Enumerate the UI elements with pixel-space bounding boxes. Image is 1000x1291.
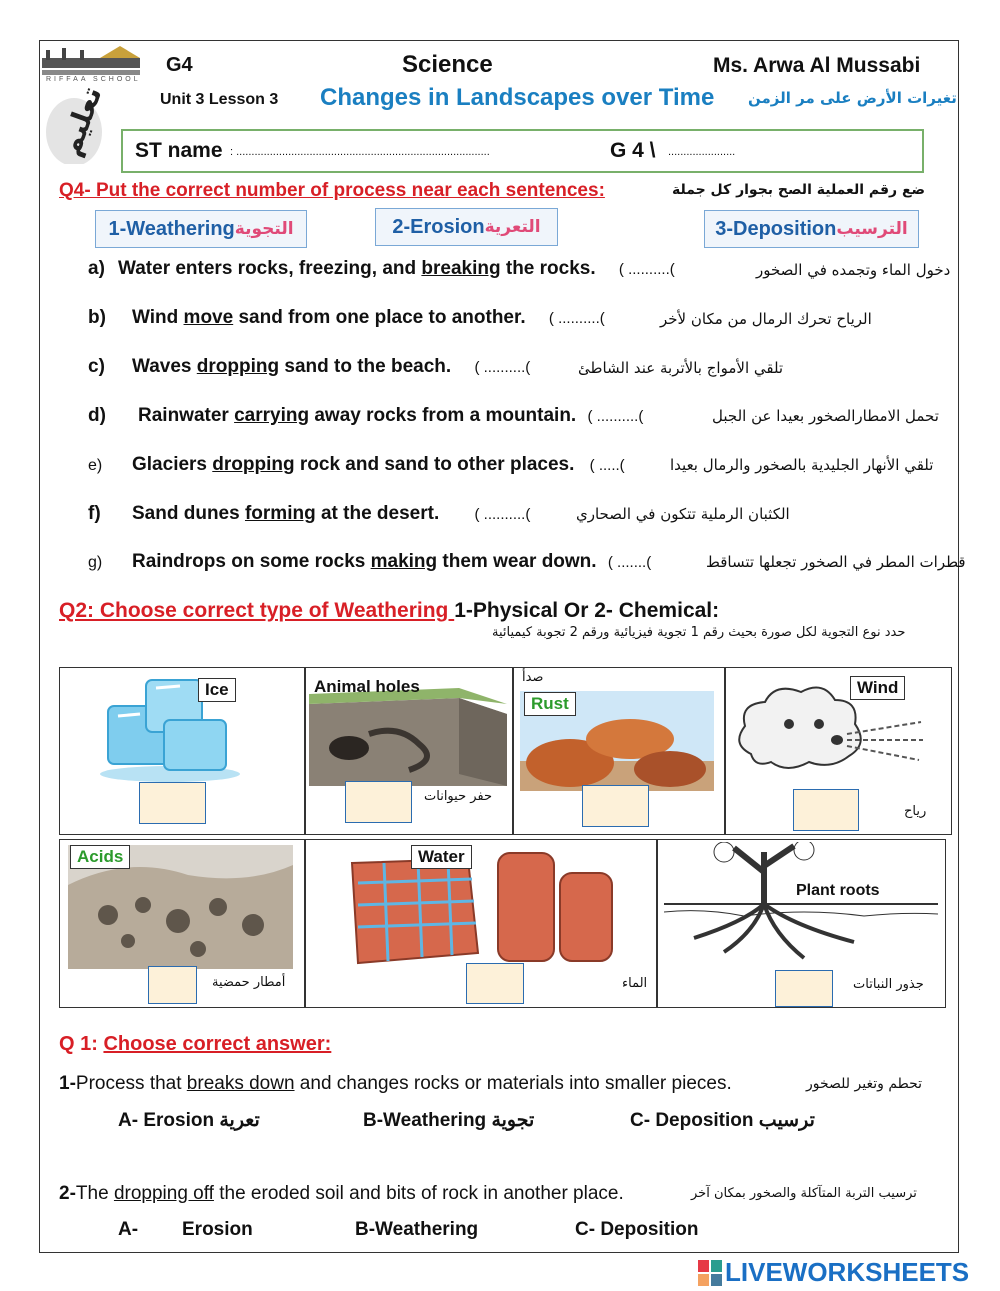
answer-box-animal-holes[interactable]	[345, 781, 412, 823]
answer-blank[interactable]: ( ..........(	[474, 506, 531, 523]
image-label-acids: Acids	[70, 845, 130, 869]
q4-item-c-arabic: تلقي الأمواج بالأتربة عند الشاطئ	[578, 359, 784, 377]
image-label-rust: Rust	[524, 692, 576, 716]
answer-box-wind[interactable]	[793, 789, 859, 831]
student-grade-field[interactable]: ......................	[668, 146, 736, 158]
q4-item-a-arabic: دخول الماء وتجمده في الصخور	[756, 261, 951, 279]
process-weathering	[95, 210, 307, 248]
answer-blank[interactable]: ( ..........(	[587, 408, 644, 425]
q1-2-option-a-letter[interactable]: A-	[118, 1219, 139, 1240]
q4-item-b-arabic: الرياح تحرك الرمال من مكان لأخر	[660, 310, 872, 328]
subject-label: Science	[402, 51, 493, 78]
answer-blank[interactable]: ( .....(	[589, 457, 625, 474]
image-label-plant-roots: Plant roots	[790, 881, 886, 901]
process-deposition	[704, 210, 919, 248]
lesson-title: Changes in Landscapes over Time	[320, 84, 715, 111]
q1-2-option-b[interactable]: B-Weathering	[355, 1219, 479, 1240]
q4-item-b: b) Wind move sand from one place to another. ( ..........(	[88, 307, 605, 328]
liveworksheets-icon	[698, 1260, 722, 1286]
image-arabic-water: الماء	[622, 976, 648, 991]
image-arabic-rust: صدأ	[522, 670, 544, 685]
q1-2-option-c[interactable]: C- Deposition	[575, 1219, 699, 1240]
lesson-title-arabic: تغيرات الأرض على مر الزمن	[748, 89, 957, 107]
q4-item-a: a) Water enters rocks, freezing, and breaking the rocks. ( ..........(	[88, 258, 675, 279]
q4-title: Q4- Put the correct number of process near each sentences:	[59, 180, 605, 201]
grade-label: G4	[166, 54, 193, 76]
logo-text: تعليم	[53, 81, 109, 161]
q4-item-g-arabic: قطرات المطر في الصخور تجعلها تتساقط	[706, 553, 966, 571]
image-arabic-wind: رياح	[904, 804, 927, 819]
q4-item-g: g) Raindrops on some rocks making them wear down. ( .......(	[88, 551, 652, 572]
q1-1-option-c[interactable]: C- Deposition ترسيب	[630, 1110, 815, 1131]
student-name-label: ST name	[135, 139, 223, 162]
unit-lesson: Unit 3 Lesson 3	[160, 91, 279, 108]
q4-title-arabic: ضع رقم العملية الصح بجوار كل جملة	[672, 182, 926, 198]
answer-box-plant-roots[interactable]	[775, 970, 833, 1007]
process-erosion	[375, 208, 558, 246]
image-label-ice: Ice	[198, 678, 236, 702]
student-grade-label: G 4 \	[610, 139, 656, 162]
q1-question-1: 1-Process that breaks down and changes rocks or materials into smaller pieces.	[59, 1073, 732, 1094]
q2-title: Q2: Choose correct type of Weathering 1-Physical Or 2- Chemical:	[59, 599, 720, 622]
image-arabic-animal-holes: حفر حيوانات	[424, 789, 493, 804]
answer-blank[interactable]: ( ..........(	[474, 359, 531, 376]
process-erosion-en: 2-Erosion	[392, 215, 485, 238]
answer-box-acids[interactable]	[148, 966, 197, 1004]
answer-box-rust[interactable]	[582, 785, 649, 827]
q4-item-d: d) Rainwater carrying away rocks from a mountain. ( ..........(	[88, 405, 644, 426]
process-erosion-ar: التعرية	[484, 217, 541, 237]
q4-item-e: e) Glaciers dropping rock and sand to other places. ( .....(	[88, 454, 625, 475]
image-arabic-acids: أمطار حمضية	[212, 975, 286, 990]
q1-question-1-arabic: تحطم وتغير للصخور	[806, 1076, 923, 1092]
q4-item-e-arabic: تلقي الأنهار الجليدية بالصخور والرمال بعيدا	[670, 456, 934, 474]
process-deposition-ar: الترسيب	[836, 219, 908, 239]
image-label-water: Water	[411, 845, 472, 869]
q1-question-2: 2-The dropping off the eroded soil and bits of rock in another place.	[59, 1183, 624, 1204]
q4-item-c: c) Waves dropping sand to the beach. ( ..........(	[88, 356, 531, 377]
process-weathering-en: 1-Weathering	[108, 217, 235, 240]
q1-1-option-a[interactable]: A- Erosion تعرية	[118, 1110, 260, 1131]
process-weathering-ar: التجوية	[234, 219, 294, 239]
liveworksheets-brand: LIVEWORKSHEETS	[725, 1257, 970, 1287]
answer-blank[interactable]: ( ..........(	[618, 261, 675, 278]
teacher-name: Ms. Arwa Al Mussabi	[713, 54, 921, 77]
q2-subtitle-arabic: حدد نوع التجوية لكل صورة بحيث رقم 1 تجوية فيزيائية ورقم 2 تجوبة كيميائية	[492, 625, 906, 640]
answer-box-water[interactable]	[466, 963, 524, 1004]
image-label-animal-holes: Animal holes	[314, 677, 420, 696]
q4-item-f-arabic: الكثبان الرملية تتكون في الصحاري	[576, 505, 790, 523]
q4-item-f: f) Sand dunes forming at the desert. ( ..........(	[88, 503, 531, 524]
answer-blank[interactable]: ( .......(	[607, 554, 652, 571]
water-eroded-rock-icon	[348, 843, 628, 967]
image-arabic-plant-roots: جذور النباتات	[853, 977, 924, 992]
q1-2-option-a[interactable]: Erosion	[182, 1219, 253, 1240]
q4-item-d-arabic: تحمل الامطارالصخور بعيدا عن الجبل	[712, 407, 939, 425]
answer-blank[interactable]: ( ..........(	[548, 310, 605, 327]
answer-box-ice[interactable]	[139, 782, 206, 824]
school-name: RIFFAA SCHOOL	[46, 76, 141, 83]
liveworksheets-logo	[698, 1257, 969, 1288]
q1-title: Q 1: Choose correct answer:	[59, 1033, 332, 1055]
image-label-wind: Wind	[850, 676, 905, 700]
q1-question-2-arabic: ترسيب التربة المتآكلة والصخور بمكان آخر	[691, 1186, 917, 1201]
q1-1-option-b[interactable]: B-Weathering تجوية	[363, 1110, 535, 1131]
process-deposition-en: 3-Deposition	[715, 217, 837, 240]
student-name-field[interactable]: : ...................................................................................	[230, 146, 490, 158]
plant-roots-icon	[664, 842, 938, 968]
